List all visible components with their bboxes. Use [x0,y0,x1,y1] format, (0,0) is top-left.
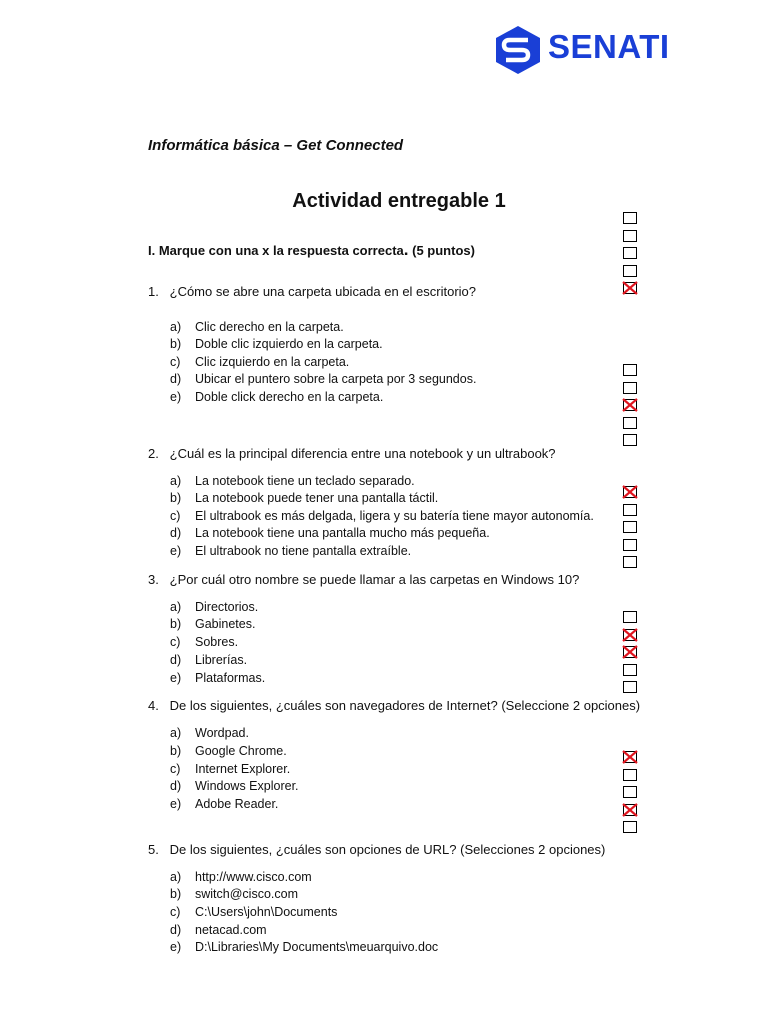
q2-option-a: a) La notebook tiene un teclado separado. [170,474,415,488]
answer-checkbox[interactable] [623,521,637,533]
q4-option-a: a) Wordpad. [170,726,249,740]
question-2 [148,446,556,461]
q3-option-d: d) Librerías. [170,653,248,667]
answer-checkbox[interactable] [623,786,637,798]
question-number: 5. [148,842,159,857]
instructions-dot: . [403,240,409,259]
answer-checkbox[interactable] [623,247,637,259]
answer-checkbox[interactable] [623,821,637,833]
question-text: ¿Cuál es la principal diferencia entre una notebook y un ultrabook? [169,446,556,461]
q3-option-a: a) Directorios. [170,600,259,614]
question-1 [148,284,476,299]
question-text: De los siguientes, ¿cuáles son navegadores de Internet? (Seleccione 2 opciones) [169,698,641,713]
answer-checkbox[interactable] [623,434,637,446]
answer-checkbox[interactable] [623,504,637,516]
answer-checkbox[interactable] [623,265,637,277]
answer-checkbox[interactable] [623,212,637,224]
answer-checkbox[interactable] [623,664,637,676]
x-mark-icon [620,802,640,818]
q3-option-e: e) Plataformas. [170,671,266,685]
q4-option-b: b) Google Chrome. [170,744,287,758]
q5-option-b: b) switch@cisco.com [170,887,298,901]
answer-checkbox[interactable] [623,382,637,394]
question-4 [148,698,640,713]
answer-checkbox[interactable] [623,556,637,568]
logo-text: SENATI [548,28,670,65]
answer-checkbox[interactable] [623,681,637,693]
q4-option-c: c) Internet Explorer. [170,762,291,776]
question-text: ¿Por cuál otro nombre se puede llamar a las carpetas en Windows 10? [169,572,580,587]
page-title: Actividad entregable 1 [292,190,506,212]
answer-checkbox[interactable] [623,364,637,376]
answer-checkbox[interactable] [623,769,637,781]
q1-option-d: d) Ubicar el puntero sobre la carpeta por 3 segundos. [170,372,477,386]
x-mark-icon [620,627,640,643]
q2-option-c: c) El ultrabook es más delgada, ligera y su batería tiene mayor autonomía. [170,509,594,523]
q2-option-b: b) La notebook puede tener una pantalla táctil. [170,491,439,505]
question-number: 2. [148,446,159,461]
question-text: De los siguientes, ¿cuáles son opciones de URL? (Selecciones 2 opciones) [169,842,606,857]
question-3 [148,572,579,587]
q1-option-e: e) Doble click derecho en la carpeta. [170,390,384,404]
q5-option-a: a) http://www.cisco.com [170,870,312,884]
q3-option-b: b) Gabinetes. [170,617,256,631]
x-mark-icon [620,484,640,500]
x-mark-icon [620,749,640,765]
q4-option-d: d) Windows Explorer. [170,779,299,793]
q5-option-d: d) netacad.com [170,923,267,937]
x-mark-icon [620,280,640,296]
q2-option-d: d) La notebook tiene una pantalla mucho más pequeña. [170,526,490,540]
q4-option-e: e) Adobe Reader. [170,797,279,811]
question-5 [148,842,605,857]
q1-option-c: c) Clic izquierdo en la carpeta. [170,355,350,369]
instructions-text: I. Marque con una x la respuesta correcta [148,243,404,258]
x-mark-icon [620,644,640,660]
course-subtitle: Informática básica – Get Connected [148,137,404,154]
q2-option-e: e) El ultrabook no tiene pantalla extraíble. [170,544,412,558]
answer-checkbox[interactable] [623,539,637,551]
q5-option-e: e) D:\Libraries\My Documents\meuarquivo.doc [170,940,439,954]
answer-checkbox[interactable] [623,230,637,242]
q5-option-c: c) C:\Users\john\Documents [170,905,338,919]
q1-option-a: a) Clic derecho en la carpeta. [170,320,344,334]
answer-checkbox[interactable] [623,611,637,623]
question-text: ¿Cómo se abre una carpeta ubicada en el escritorio? [169,284,477,299]
answer-checkbox[interactable] [623,417,637,429]
q1-option-b: b) Doble clic izquierdo en la carpeta. [170,337,383,351]
question-number: 1. [148,284,159,299]
instructions-points: (5 puntos) [412,243,475,258]
question-number: 4. [148,698,159,713]
q3-option-c: c) Sobres. [170,635,239,649]
question-number: 3. [148,572,159,587]
x-mark-icon [620,397,640,413]
instructions [148,240,475,260]
